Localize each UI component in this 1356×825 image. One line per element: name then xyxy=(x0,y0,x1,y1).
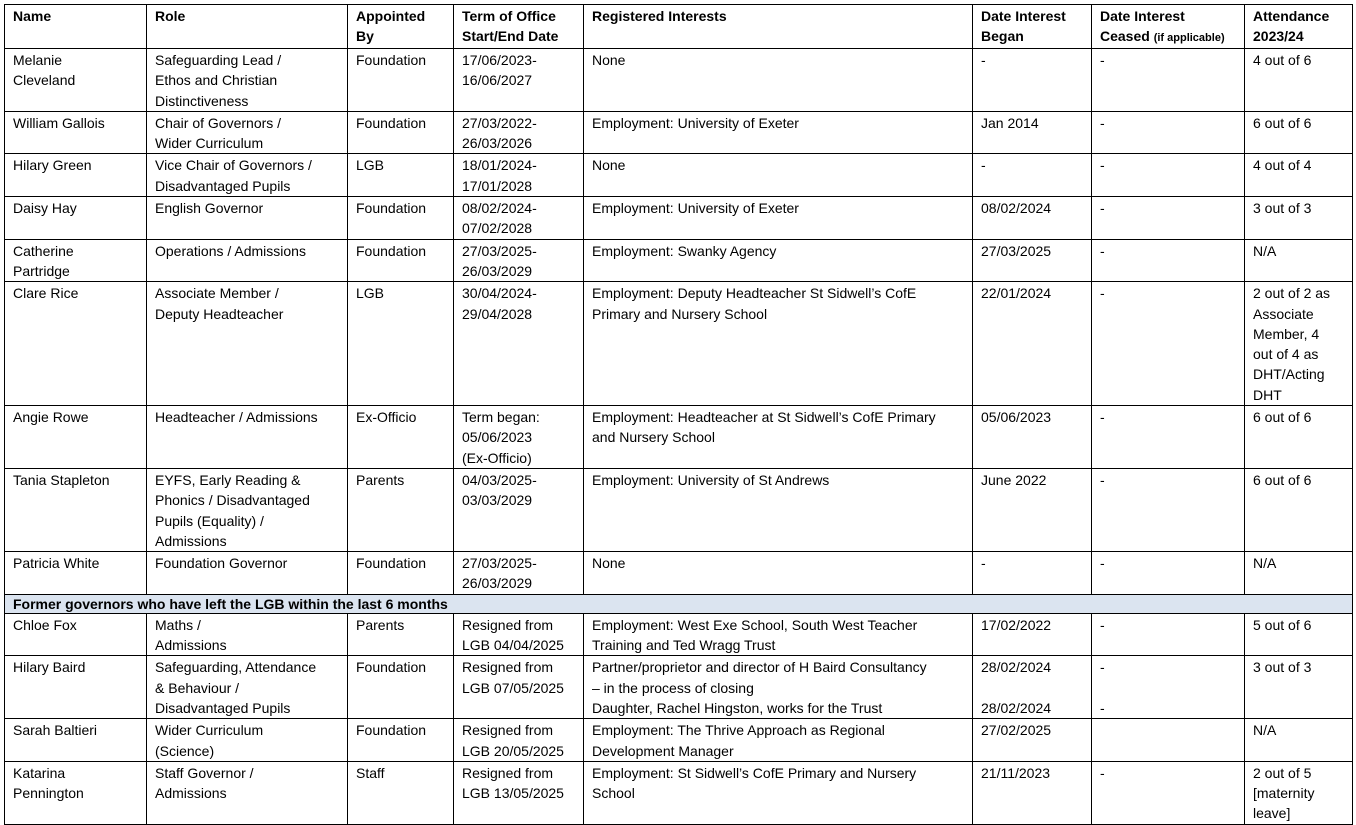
cell-name xyxy=(5,111,147,154)
cell-line: Foundation xyxy=(356,659,427,676)
cell-line: 4 out of 6 xyxy=(1253,52,1312,68)
table-row xyxy=(5,761,1353,824)
cell-term xyxy=(454,761,584,824)
cell-line: Sarah Baltieri xyxy=(13,722,98,739)
cell-role xyxy=(147,111,348,154)
cell-date-began xyxy=(973,111,1092,154)
cell-attendance xyxy=(1245,761,1353,824)
cell-line: LGB xyxy=(356,157,385,174)
cell-line: Member, 4 xyxy=(1253,325,1320,342)
cell-line: 27/03/2025- xyxy=(462,242,537,259)
cell-line: LGB xyxy=(356,285,385,302)
cell-line: Chair of Governors / xyxy=(155,114,282,131)
cell-term xyxy=(454,282,584,406)
cell-line: Staff xyxy=(356,764,385,781)
cell-line: 05/06/2023 xyxy=(462,429,533,446)
cell-line: Foundation xyxy=(356,722,427,739)
cell-name xyxy=(5,468,147,551)
cell-line: Distinctiveness xyxy=(155,92,249,109)
cell-line: Partner/proprietor and director of H Baird Consultancy xyxy=(592,659,927,676)
cell-term xyxy=(454,406,584,469)
cell-attendance xyxy=(1245,613,1353,656)
cell-role xyxy=(147,282,348,406)
cell-line: - xyxy=(1100,699,1105,716)
cell-line: 29/04/2028 xyxy=(462,305,533,322)
cell-line: 26/03/2026 xyxy=(462,135,533,152)
cell-line: Training and Ted Wragg Trust xyxy=(592,637,776,654)
cell-line: 17/02/2022 xyxy=(981,616,1052,633)
section-title: Former governors who have left the LGB within the last 6 months xyxy=(5,594,1353,613)
cell-date-ceased xyxy=(1092,656,1245,719)
cell-line: 17/06/2023- xyxy=(462,52,537,68)
table-row xyxy=(5,552,1353,595)
table-row xyxy=(5,197,1353,240)
cell-date-ceased xyxy=(1092,154,1245,197)
cell-attendance xyxy=(1245,552,1353,595)
header-date-ceased: Date Interest Ceased (if applicable) xyxy=(1092,5,1245,49)
cell-line: 6 out of 6 xyxy=(1253,114,1312,131)
table-row xyxy=(5,656,1353,719)
cell-term xyxy=(454,719,584,762)
table-row xyxy=(5,468,1353,551)
cell-appointed-by xyxy=(348,552,454,595)
cell-line: Safeguarding, Attendance xyxy=(155,659,317,676)
cell-name xyxy=(5,154,147,197)
cell-date-ceased xyxy=(1092,239,1245,282)
cell-interests xyxy=(584,761,973,824)
cell-appointed-by xyxy=(348,154,454,197)
cell-line: 18/01/2024- xyxy=(462,157,537,174)
cell-interests xyxy=(584,406,973,469)
cell-interests xyxy=(584,656,973,719)
cell-name xyxy=(5,552,147,595)
cell-line: Operations / Admissions xyxy=(155,242,306,259)
cell-attendance xyxy=(1245,656,1353,719)
cell-interests xyxy=(584,154,973,197)
cell-term xyxy=(454,613,584,656)
cell-line: – in the process of closing xyxy=(592,679,754,696)
cell-line: Foundation xyxy=(356,52,427,68)
cell-line: 07/02/2028 xyxy=(462,220,533,237)
cell-interests xyxy=(584,468,973,551)
table-row xyxy=(5,239,1353,282)
table-row xyxy=(5,49,1353,112)
cell-line: N/A xyxy=(1253,242,1277,259)
cell-line: - xyxy=(981,555,986,572)
cell-appointed-by xyxy=(348,282,454,406)
cell-line: Foundation xyxy=(356,555,427,572)
cell-appointed-by xyxy=(348,197,454,240)
cell-line: Admissions xyxy=(155,532,227,549)
cell-line: - xyxy=(981,52,986,68)
cell-line: 27/02/2025 xyxy=(981,722,1052,739)
cell-line: 2 out of 2 as xyxy=(1253,285,1331,302)
cell-line: 27/03/2022- xyxy=(462,114,537,131)
cell-line: LGB 20/05/2025 xyxy=(462,742,564,759)
cell-attendance xyxy=(1245,719,1353,762)
table-row xyxy=(5,111,1353,154)
cell-date-began xyxy=(973,656,1092,719)
cell-attendance xyxy=(1245,468,1353,551)
cell-line: Parents xyxy=(356,471,405,488)
cell-line: Wider Curriculum xyxy=(155,722,264,739)
cell-line: Jan 2014 xyxy=(981,114,1039,131)
cell-line: Wider Curriculum xyxy=(155,135,264,152)
cell-line: 03/03/2029 xyxy=(462,492,533,509)
cell-appointed-by xyxy=(348,239,454,282)
cell-line: Phonics / Disadvantaged xyxy=(155,492,310,509)
former-governors xyxy=(5,613,1353,824)
cell-line: School xyxy=(592,785,635,802)
cell-line: 27/03/2025 xyxy=(981,242,1052,259)
cell-role xyxy=(147,613,348,656)
cell-role xyxy=(147,197,348,240)
cell-date-ceased xyxy=(1092,719,1245,762)
cell-line: - xyxy=(1100,157,1105,174)
cell-role xyxy=(147,656,348,719)
cell-line: Chloe Fox xyxy=(13,616,77,633)
table-row xyxy=(5,282,1353,406)
cell-line: Safeguarding Lead / xyxy=(155,52,282,68)
cell-date-began xyxy=(973,613,1092,656)
cell-attendance xyxy=(1245,111,1353,154)
cell-line: Cleveland xyxy=(13,72,76,89)
cell-line: 5 out of 6 xyxy=(1253,616,1312,633)
cell-appointed-by xyxy=(348,761,454,824)
cell-line: None xyxy=(592,555,626,572)
cell-line: Ex-Officio xyxy=(356,409,417,426)
cell-line: LGB 07/05/2025 xyxy=(462,679,564,696)
cell-appointed-by xyxy=(348,406,454,469)
cell-line: 26/03/2029 xyxy=(462,575,533,592)
cell-role xyxy=(147,49,348,112)
cell-line: Foundation Governor xyxy=(155,555,288,572)
cell-line: Angie Rowe xyxy=(13,409,89,426)
cell-line: - xyxy=(1100,114,1105,131)
cell-appointed-by xyxy=(348,111,454,154)
cell-term xyxy=(454,239,584,282)
cell-line: DHT/Acting xyxy=(1253,366,1325,383)
cell-line: Melanie xyxy=(13,52,63,68)
cell-attendance xyxy=(1245,154,1353,197)
cell-date-began xyxy=(973,468,1092,551)
cell-name xyxy=(5,656,147,719)
cell-line: Employment: West Exe School, South West Teacher xyxy=(592,616,918,633)
cell-line: Katarina xyxy=(13,764,66,781)
cell-interests xyxy=(584,49,973,112)
cell-line: Admissions xyxy=(155,785,227,802)
cell-line xyxy=(1100,720,1236,740)
table-row xyxy=(5,154,1353,197)
if-applicable-note: (if applicable) xyxy=(1153,32,1225,44)
cell-line: DHT xyxy=(1253,386,1282,403)
cell-term xyxy=(454,656,584,719)
cell-line: 08/02/2024 xyxy=(981,200,1052,217)
cell-line: (Science) xyxy=(155,742,215,759)
cell-line: Employment: Deputy Headteacher St Sidwell’s CofE xyxy=(592,285,917,302)
cell-attendance xyxy=(1245,49,1353,112)
header-term: Term of Office Start/End Date xyxy=(454,5,584,49)
cell-line: Pennington xyxy=(13,785,84,802)
cell-role xyxy=(147,761,348,824)
cell-date-ceased xyxy=(1092,468,1245,551)
cell-term xyxy=(454,197,584,240)
cell-line: - xyxy=(981,157,986,174)
table-row xyxy=(5,719,1353,762)
cell-date-began xyxy=(973,552,1092,595)
cell-date-ceased xyxy=(1092,197,1245,240)
cell-line: 26/03/2029 xyxy=(462,262,533,279)
header-interests: Registered Interests xyxy=(584,5,973,49)
cell-line: Employment: Swanky Agency xyxy=(592,242,777,259)
cell-line: Partridge xyxy=(13,262,70,279)
cell-term xyxy=(454,552,584,595)
cell-line: Development Manager xyxy=(592,742,734,759)
cell-line: N/A xyxy=(1253,722,1277,739)
cell-line: Headteacher / Admissions xyxy=(155,409,318,426)
cell-line: Hilary Baird xyxy=(13,659,86,676)
cell-role xyxy=(147,552,348,595)
cell-name xyxy=(5,282,147,406)
cell-name xyxy=(5,719,147,762)
cell-appointed-by xyxy=(348,656,454,719)
cell-line: 22/01/2024 xyxy=(981,285,1052,302)
cell-date-began xyxy=(973,49,1092,112)
cell-line: out of 4 as xyxy=(1253,346,1319,363)
cell-line: 3 out of 3 xyxy=(1253,659,1312,676)
cell-term xyxy=(454,154,584,197)
cell-date-began xyxy=(973,197,1092,240)
cell-line: - xyxy=(1100,471,1105,488)
cell-date-ceased xyxy=(1092,111,1245,154)
cell-line: 4 out of 4 xyxy=(1253,157,1312,174)
cell-line: (Ex-Officio) xyxy=(462,449,532,466)
cell-line: 08/02/2024- xyxy=(462,200,537,217)
cell-name xyxy=(5,239,147,282)
cell-line: 17/01/2028 xyxy=(462,177,533,194)
cell-line: Deputy Headteacher xyxy=(155,305,284,322)
cell-line: Term began: xyxy=(462,409,540,426)
cell-line: [maternity xyxy=(1253,785,1315,802)
header-date-began: Date Interest Began xyxy=(973,5,1092,49)
cell-line: Disadvantaged Pupils xyxy=(155,699,291,716)
current-governors xyxy=(5,49,1353,595)
cell-role xyxy=(147,468,348,551)
cell-name xyxy=(5,49,147,112)
cell-line: - xyxy=(1100,200,1105,217)
cell-line: - xyxy=(1100,616,1105,633)
cell-line: - xyxy=(1100,285,1105,302)
cell-interests xyxy=(584,282,973,406)
cell-line: Vice Chair of Governors / xyxy=(155,157,312,174)
cell-name xyxy=(5,406,147,469)
cell-line: 21/11/2023 xyxy=(981,764,1051,781)
governors-table xyxy=(4,4,1353,825)
cell-date-began xyxy=(973,239,1092,282)
cell-line: - xyxy=(1100,52,1105,68)
cell-attendance xyxy=(1245,282,1353,406)
cell-line: Primary and Nursery School xyxy=(592,305,768,322)
cell-line: None xyxy=(592,157,626,174)
cell-date-ceased xyxy=(1092,282,1245,406)
cell-date-began xyxy=(973,282,1092,406)
cell-line: Foundation xyxy=(356,242,427,259)
cell-line: 2 out of 5 xyxy=(1253,764,1312,781)
cell-line: Resigned from xyxy=(462,616,554,633)
cell-term xyxy=(454,468,584,551)
cell-date-began xyxy=(973,719,1092,762)
cell-line: 6 out of 6 xyxy=(1253,409,1312,426)
cell-role xyxy=(147,154,348,197)
cell-date-began xyxy=(973,154,1092,197)
cell-line: Resigned from xyxy=(462,764,554,781)
cell-role xyxy=(147,239,348,282)
cell-interests xyxy=(584,719,973,762)
cell-role xyxy=(147,719,348,762)
cell-line: - xyxy=(1100,242,1105,259)
cell-line: 6 out of 6 xyxy=(1253,471,1312,488)
cell-line: Associate xyxy=(1253,305,1314,322)
cell-line: 28/02/2024 xyxy=(981,699,1052,716)
cell-interests xyxy=(584,239,973,282)
cell-line: 27/03/2025- xyxy=(462,555,537,572)
cell-line: Clare Rice xyxy=(13,285,79,302)
cell-interests xyxy=(584,613,973,656)
cell-line: 04/03/2025- xyxy=(462,471,537,488)
cell-line: Employment: University of Exeter xyxy=(592,200,799,217)
cell-appointed-by xyxy=(348,468,454,551)
table-row xyxy=(5,406,1353,469)
cell-line: William Gallois xyxy=(13,114,105,131)
cell-line: Tania Stapleton xyxy=(13,471,110,488)
cell-line: 05/06/2023 xyxy=(981,409,1052,426)
cell-interests xyxy=(584,197,973,240)
cell-line: Employment: The Thrive Approach as Regional xyxy=(592,722,885,739)
cell-line: Employment: University of St Andrews xyxy=(592,471,830,488)
cell-line: LGB 13/05/2025 xyxy=(462,785,564,802)
cell-attendance xyxy=(1245,197,1353,240)
header-appointed-by: Appointed By xyxy=(348,5,454,49)
cell-line: Associate Member / xyxy=(155,285,279,302)
section-row xyxy=(5,594,1353,613)
cell-date-ceased xyxy=(1092,613,1245,656)
cell-line: Daisy Hay xyxy=(13,200,77,217)
cell-line: Resigned from xyxy=(462,722,554,739)
cell-date-ceased xyxy=(1092,552,1245,595)
table-row xyxy=(5,613,1353,656)
cell-line: Staff Governor / xyxy=(155,764,254,781)
cell-line: Disadvantaged Pupils xyxy=(155,177,291,194)
cell-appointed-by xyxy=(348,49,454,112)
cell-line: - xyxy=(1100,659,1105,676)
cell-line: Maths / xyxy=(155,616,201,633)
cell-line: Foundation xyxy=(356,200,427,217)
cell-appointed-by xyxy=(348,719,454,762)
cell-line: LGB 04/04/2025 xyxy=(462,637,564,654)
cell-line: Employment: University of Exeter xyxy=(592,114,799,131)
cell-role xyxy=(147,406,348,469)
cell-date-ceased xyxy=(1092,406,1245,469)
cell-line: Catherine xyxy=(13,242,74,259)
cell-interests xyxy=(584,552,973,595)
cell-term xyxy=(454,111,584,154)
cell-name xyxy=(5,761,147,824)
cell-appointed-by xyxy=(348,613,454,656)
cell-date-began xyxy=(973,761,1092,824)
cell-line: EYFS, Early Reading & xyxy=(155,471,301,488)
cell-date-ceased xyxy=(1092,49,1245,112)
cell-line: Admissions xyxy=(155,637,227,654)
cell-line: Daughter, Rachel Hingston, works for the Trust xyxy=(592,699,883,716)
cell-attendance xyxy=(1245,406,1353,469)
cell-line: leave] xyxy=(1253,805,1291,822)
cell-line: Foundation xyxy=(356,114,427,131)
cell-line: English Governor xyxy=(155,200,264,217)
cell-line: - xyxy=(1100,555,1105,572)
cell-line: - xyxy=(1100,409,1105,426)
cell-line: - xyxy=(1100,764,1105,781)
cell-line: Pupils (Equality) / xyxy=(155,512,264,529)
header-role: Role xyxy=(147,5,348,49)
cell-interests xyxy=(584,111,973,154)
cell-line: Hilary Green xyxy=(13,157,92,174)
cell-line: & Behaviour / xyxy=(155,679,240,696)
cell-line xyxy=(1100,678,1236,698)
cell-line: 30/04/2024- xyxy=(462,285,537,302)
cell-term xyxy=(454,49,584,112)
cell-line: None xyxy=(592,52,626,68)
cell-line: 28/02/2024 xyxy=(981,659,1052,676)
cell-line: Patricia White xyxy=(13,555,100,572)
cell-line: and Nursery School xyxy=(592,429,715,446)
cell-line: Employment: Headteacher at St Sidwell’s CofE Primary xyxy=(592,409,936,426)
cell-line: 16/06/2027 xyxy=(462,72,533,89)
cell-date-ceased xyxy=(1092,761,1245,824)
cell-name xyxy=(5,197,147,240)
cell-line: Ethos and Christian xyxy=(155,72,278,89)
cell-attendance xyxy=(1245,239,1353,282)
header-row xyxy=(5,5,1353,49)
cell-date-began xyxy=(973,406,1092,469)
cell-line: June 2022 xyxy=(981,471,1047,488)
cell-line: 3 out of 3 xyxy=(1253,200,1312,217)
cell-line: Parents xyxy=(356,616,405,633)
cell-line xyxy=(981,678,1083,698)
cell-line: N/A xyxy=(1253,555,1277,572)
header-attendance: Attendance 2023/24 xyxy=(1245,5,1353,49)
cell-line: Resigned from xyxy=(462,659,554,676)
cell-name xyxy=(5,613,147,656)
header-name: Name xyxy=(5,5,147,49)
cell-line: Employment: St Sidwell’s CofE Primary and Nursery xyxy=(592,764,917,781)
